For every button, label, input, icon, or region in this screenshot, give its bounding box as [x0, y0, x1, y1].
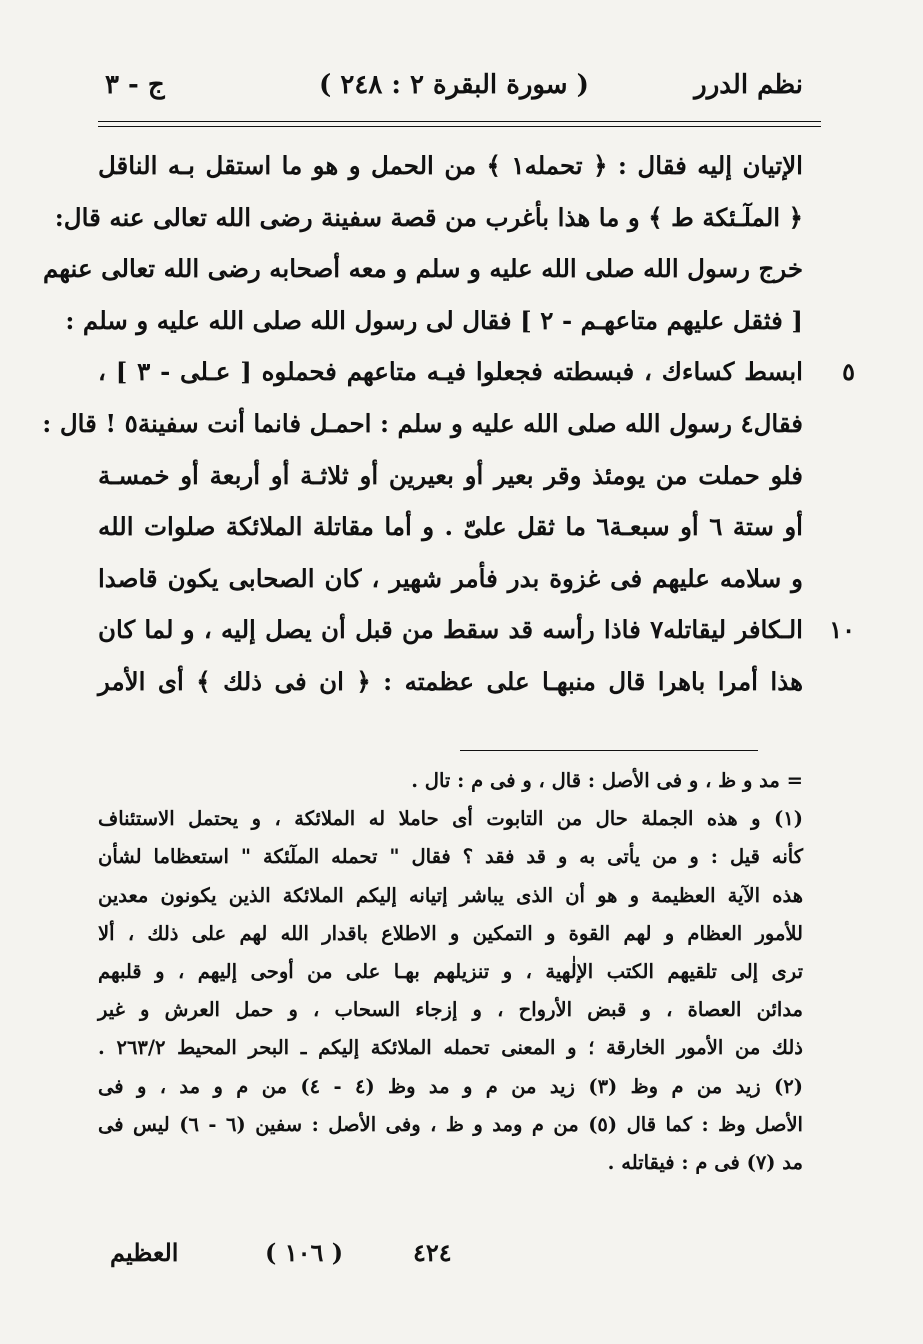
text-line: أو ستة ٦ أو سبعـة٦ ما ثقل علىّ . و أما مقاتلة الملائكة صلوات الله [98, 512, 803, 542]
line-number: ٥ [842, 357, 855, 387]
footnote-line: مد (٧) فى م : فيقاتله . [607, 1150, 803, 1174]
text-line: ﴿ الملٓـئكة ط ﴾ و ما هذا بأغرب من قصة سفينة رضى الله تعالى عنه قال: [54, 202, 803, 232]
footnote-line: (٢) زيد من م وظ (٣) زيد من م و مد وظ (٤ - ٤) من م و مد ، و فى [98, 1074, 804, 1098]
footnote-line: ترى إلى تلقيهم الكتب الإلٰهية ، و تنزيلهم بهـا على من أوحى إليهم ، و قلبهم [98, 959, 803, 983]
header-divider [98, 121, 821, 127]
volume-number: ( ١٠٦ ) [265, 1238, 344, 1267]
footnote-line: ذلك من الأمور الخارقة ؛ و المعنى تحمله الملائكة إليكم ـ البحر المحيط ٢٦٣/٢ . [98, 1036, 803, 1060]
footnotes [98, 762, 803, 1182]
text-line: [ فثقل عليهم متاعهـم - ٢ ] فقال لى رسول الله صلى الله عليه و سلم : [65, 305, 803, 335]
footnote-line: كأنه قيل : و من يأتى به و قد فقد ؟ فقال " تحمله الملٓئكة " استعظاما لشأن [98, 845, 803, 869]
text-line: فلو حملت من يومئذ وقر بعير أو بعيرين أو ثلاثـة أو أربعة أو خمسـة [98, 460, 803, 490]
text-line: هذا أمرا باهرا قال منبهـا على عظمته : ﴿ ان فى ذلك ﴾ أى الأمر [98, 666, 803, 696]
footnote-line: الأصل وظ : كما قال (٥) من م ومد و ظ ، وفى الأصل : سفين (٦ - ٦) ليس فى [98, 1112, 803, 1136]
footnote-line: للأمور العظام و لهم القوة و التمكين و الاطلاع باقدار الله لهم على ذلك ، ألا [98, 921, 803, 945]
catchword: العظيم [110, 1238, 179, 1267]
page-footer [110, 1238, 803, 1274]
footnote-line: هذه الآية العظيمة و هو أن الذى يباشر إتيانه إليكم الملائكة الذين يكونون معدين [98, 883, 803, 907]
footnote-separator [460, 750, 758, 751]
text-line: و سلامه عليهم فى غزوة بدر فأمر شهير ، كان الصحابى يكون قاصدا [98, 563, 803, 593]
text-line: ١٠ الـكافر ليقاتله٧ فاذا رأسه قد سقط من قبل أن يصل إليه ، و لما كان [98, 604, 803, 656]
book-title: نظم الدرر [694, 70, 803, 100]
text-line: الإتيان إليه فقال : ﴿ تحمله١ ﴾ من الحمل و هو ما استقل بـه الناقل [98, 151, 803, 180]
main-text [42, 140, 855, 708]
text-line: فقال٤ رسول الله صلى الله عليه و سلم : احمـل فانما أنت سفينة٥ ! قال : [42, 408, 803, 438]
page-number: ٤٢٤ [413, 1238, 452, 1267]
surah-reference: ( سورة البقرة ٢ : ٢٤٨ ) [319, 70, 589, 100]
running-header [105, 70, 803, 110]
text-line: ٥ ابسط كساءك ، فبسطته فجعلوا فيـه متاعهم فحملوه [ عـلى - ٣ ] ، [98, 346, 803, 398]
text-line: خرج رسول الله صلى الله عليه و سلم و معه أصحابه رضى الله تعالى عنهم [42, 254, 803, 284]
line-number: ١٠ [829, 615, 855, 645]
footnote-line: مدائن العصاة ، و قبض الأرواح ، و إزجاء السحاب ، و حمل العرش و غير [98, 998, 803, 1022]
footnote-line: = مد و ظ ، و فى الأصل : قال ، و فى م : تال . [411, 769, 803, 792]
footnote-line: (١) و هذه الجملة حال من التابوت أى حاملا له الملائكة ، و يحتمل الاستئناف [98, 807, 803, 831]
volume-label: ج - ٣ [105, 70, 165, 100]
